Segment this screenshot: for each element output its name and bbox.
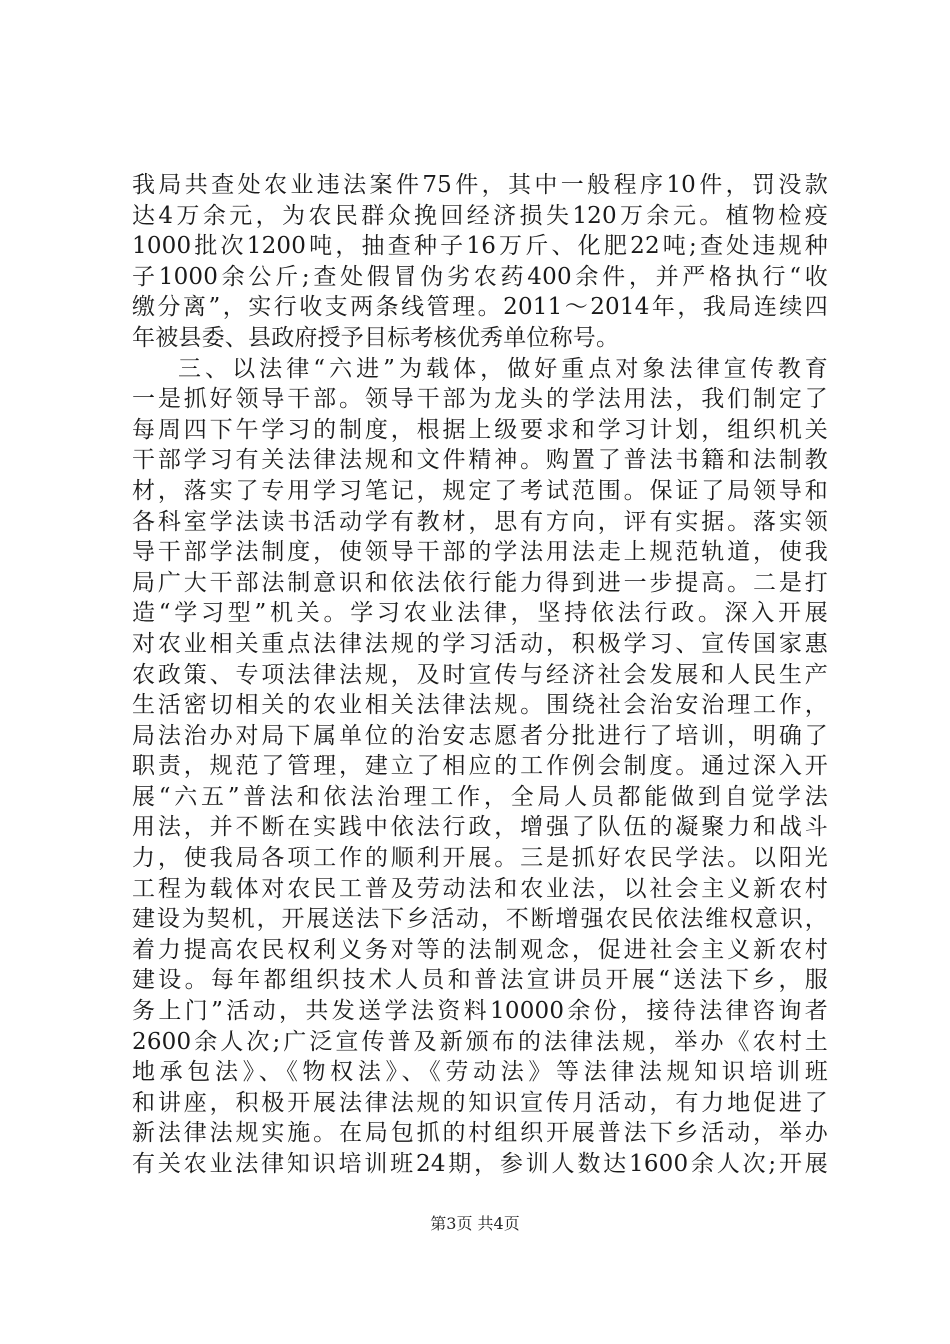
text-line: 缴分离”，实行收支两条线管理。2011～2014年，我局连续四 [132,294,828,321]
text-line: 和讲座，积极开展法律法规的知识宣传月活动，有力地促进了 [132,1089,828,1116]
text-line: 建设。每年都组织技术人员和普法宣讲员开展“送法下乡，服 [132,967,828,994]
text-line: 生活密切相关的农业相关法律法规。围绕社会治安治理工作， [132,692,828,719]
text-line: 农政策、专项法律法规，及时宣传与经济社会发展和人民生产 [132,661,828,688]
text-line: 子1000余公斤;查处假冒伪劣农药400余件，并严格执行“收 [132,263,828,290]
text-line: 地承包法》、《物权法》、《劳动法》等法律法规知识培训班 [132,1059,828,1086]
text-line: 展“六五”普法和依法治理工作，全局人员都能做到自觉学法 [132,783,828,810]
text-line: 1000批次1200吨，抽查种子16万斤、化肥22吨;查处违规种 [132,233,828,260]
text-line: 对农业相关重点法律法规的学习活动，积极学习、宣传国家惠 [132,630,828,657]
text-line: 用法，并不断在实践中依法行政，增强了队伍的凝聚力和战斗 [132,814,828,841]
text-line: 工程为载体对农民工普及劳动法和农业法，以社会主义新农村 [132,875,828,902]
text-line: 有关农业法律知识培训班24期，参训人数达1600余人次;开展 [132,1151,828,1177]
text-line: 着力提高农民权利义务对等的法制观念，促进社会主义新农村 [132,936,828,963]
page-number: 第3页 [430,1214,473,1233]
text-line: 局广大干部法制意识和依法依行能力得到进一步提高。二是打 [132,569,828,596]
page-footer [0,1213,950,1235]
text-line: 各科室学法读书活动学有教材，思有方向，评有实据。落实领 [132,508,828,535]
text-line: 局法治办对局下属单位的治安志愿者分批进行了培训，明确了 [132,722,828,749]
text-line: 务上门”活动，共发送学法资料10000余份，接待法律咨询者 [132,998,828,1025]
text-line: 建设为契机，开展送法下乡活动，不断增强农民依法维权意识， [132,906,828,933]
text-line: 造“学习型”机关。学习农业法律，坚持依法行政。深入开展 [132,600,828,627]
text-line: 一是抓好领导干部。领导干部为龙头的学法用法，我们制定了 [132,386,828,413]
text-line: 2600余人次;广泛宣传普及新颁布的法律法规，举办《农村土 [132,1028,828,1055]
text-line: 我局共查处农业违法案件75件，其中一般程序10件，罚没款 [132,172,828,198]
text-line: 干部学习有关法律法规和文件精神。购置了普法书籍和法制教 [132,447,828,474]
text-line: 材，落实了专用学习笔记，规定了考试范围。保证了局领导和 [132,477,828,504]
text-line: 每周四下午学习的制度，根据上级要求和学习计划，组织机关 [132,416,828,443]
text-line: 导干部学法制度，使领导干部的学法用法走上规范轨道，使我 [132,539,828,566]
body-text [132,170,828,1180]
text-line: 达4万余元，为农民群众挽回经济损失120万余元。植物检疫 [132,202,828,229]
text-line: 力，使我局各项工作的顺利开展。三是抓好农民学法。以阳光 [132,845,828,872]
text-line: 新法律法规实施。在局包抓的村组织开展普法下乡活动，举办 [132,1120,828,1147]
page-total: 共4页 [477,1214,520,1233]
section-heading: 三、以法律“六进”为载体，做好重点对象法律宣传教育 [178,355,828,382]
text-line: 职责，规范了管理，建立了相应的工作例会制度。通过深入开 [132,753,828,780]
text-line: 年被县委、县政府授予目标考核优秀单位称号。 [132,324,620,351]
